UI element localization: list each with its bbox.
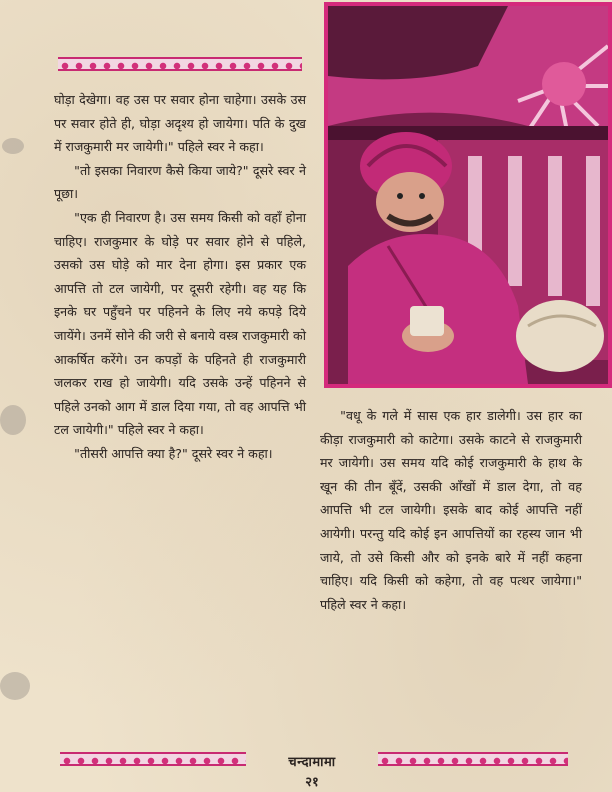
paragraph: "तो इसका निवारण कैसे किया जाये?" दूसरे स्वर ने पूछा। [54, 162, 306, 202]
top-decorative-border [58, 57, 302, 71]
paragraph: "वधू के गले में सास एक हार डालेगी। उस हार का कीड़ा राजकुमारी को काटेगा। उसके काटने से राजकुमारी मर जायेगी। उस समय यदि कोई राजकुमारी के हाथ के खून की तीन बूँदें, उसकी आँखों में डाल देगा, तो वह आपत्ति भी टल जायेगी। इसके बाद कोई आपत्ति नहीं आयेगी। परन्तु यदि कोई इन आपत्तियों का रहस्य जान भी जाये, तो उसे किसी और को इनके बारे में नहीं कहना चाहिए। यदि किसी को कहेगा, तो वह पत्थर जायेगा।" पहिले स्वर ने कहा। [320, 408, 582, 612]
illustration-art [328, 6, 608, 384]
left-text-column [54, 88, 306, 466]
magazine-name: चन्दामामा [288, 755, 336, 770]
page-number: २१ [305, 775, 319, 790]
story-illustration [324, 2, 612, 388]
bottom-left-decorative-border [60, 752, 246, 766]
bottom-right-decorative-border [378, 752, 568, 766]
right-text-column [320, 404, 582, 616]
paper-stain [0, 405, 26, 435]
paper-stain [2, 138, 24, 154]
paragraph: घोड़ा देखेगा। वह उस पर सवार होना चाहेगा। उसके उस पर सवार होते ही, घोड़ा अदृश्य हो जायेगा। पति के दुख में राजकुमारी मर जायेगी।" पहिले स्वर ने कहा। [54, 92, 306, 155]
paper-stain [0, 672, 30, 700]
paragraph: "तीसरी आपत्ति क्या है?" दूसरे स्वर ने कहा। [74, 445, 273, 461]
paragraph: "एक ही निवारण है। उस समय किसी को वहाँ होना चाहिए। राजकुमार के घोड़े पर सवार होने से पहिले, उसको उस घोड़े को मार देना होगा। इस प्रकार एक आपत्ति तो टल जायेगी, पर दूसरी रहेगी। वह यह कि इनके घर पहुँचने पर पहिनने के लिए नये कपड़े दिये जायेंगे। उनमें सोने की जरी से बनाये वस्त्र राजकुमारी को आकर्षित करेंगे। उन कपड़ों के पहिनते ही राजकुमारी जलकर राख हो जायेगी। यदि उसके उन्हें पहिनने से पहिले उनको आग में डाल दिया गया, तो वह आपत्ति भी टल जायेगी।" पहिले स्वर ने कहा। [54, 209, 306, 438]
